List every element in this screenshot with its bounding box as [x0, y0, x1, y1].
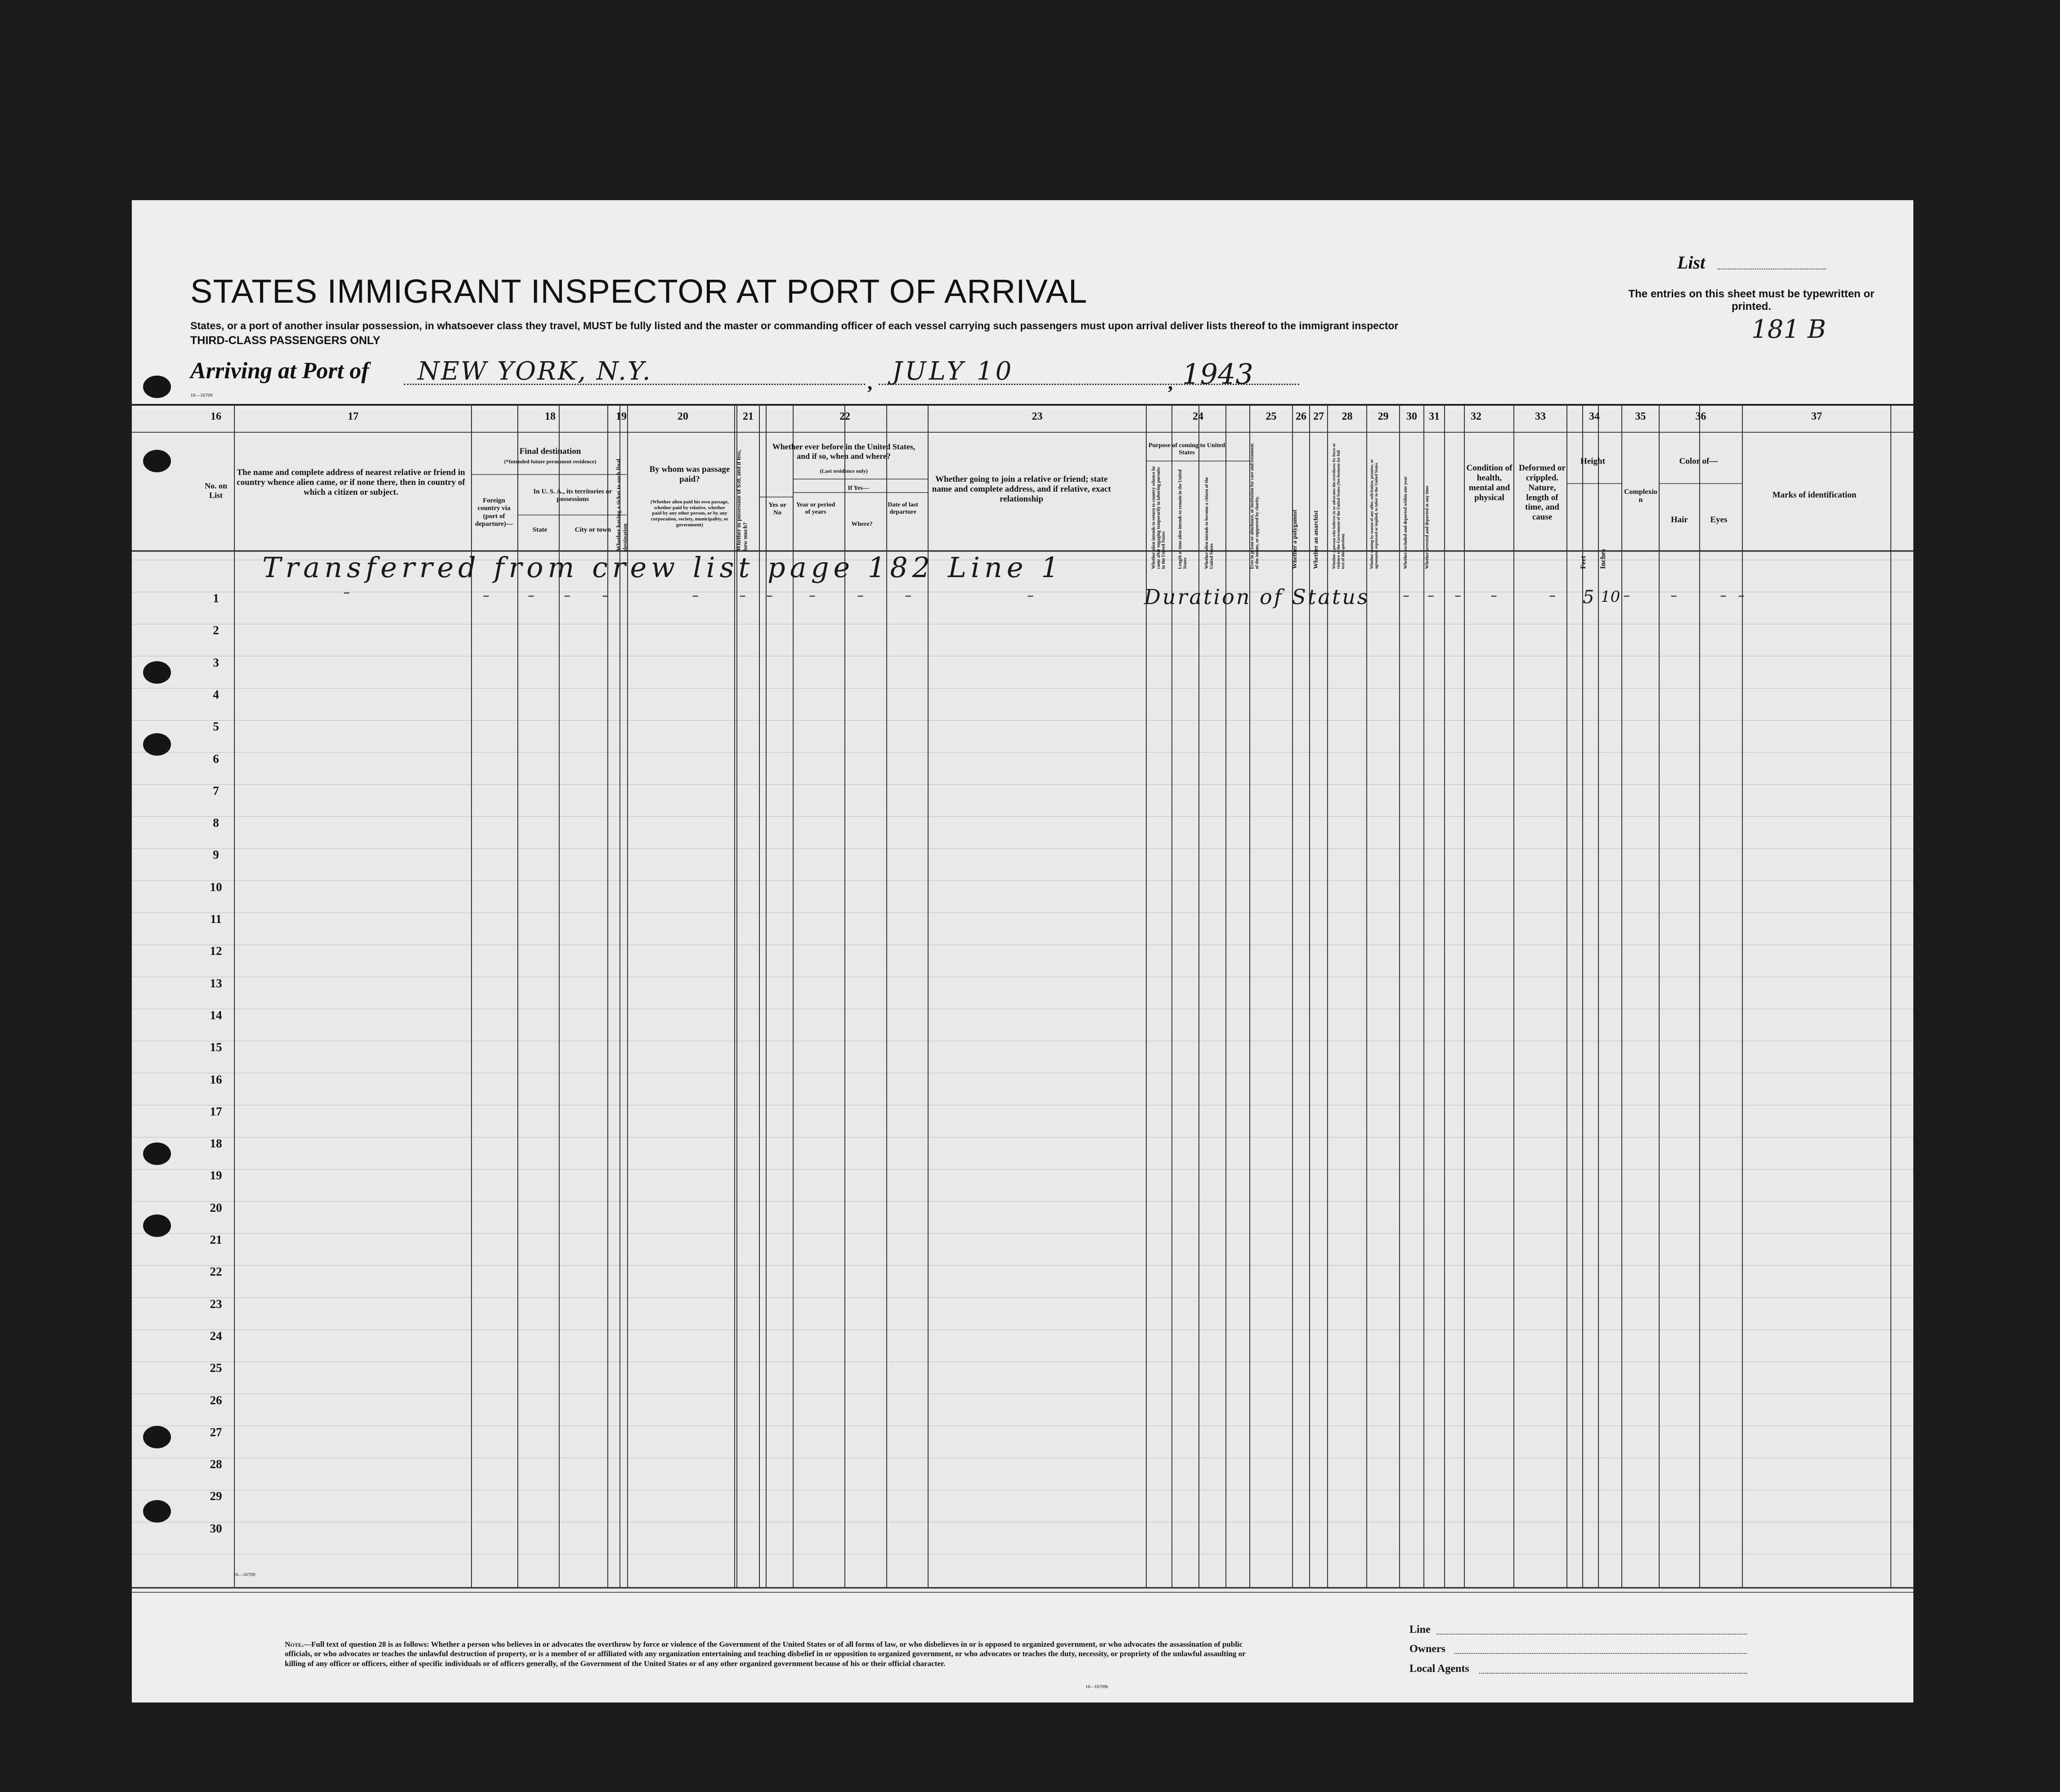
row-number: 19 — [210, 1169, 222, 1183]
row-number: 27 — [210, 1425, 222, 1439]
header-c23: Whether going to join a relative or friend; state name and complete address, and if relative, exact relationship — [932, 475, 1111, 504]
blank-dash: – — [766, 588, 773, 604]
binder-hole — [143, 661, 171, 684]
row-number: 6 — [213, 752, 219, 766]
row-number: 10 — [210, 880, 222, 894]
header-c22-yes-no: Yes or No — [768, 502, 786, 517]
row-number: 18 — [210, 1137, 222, 1151]
date-value: JULY 10 — [892, 357, 1014, 386]
header-c22-year: Year or period of years — [796, 502, 835, 516]
column-number: 30 — [1406, 411, 1417, 422]
blank-dash: – — [1549, 588, 1556, 604]
binder-hole — [143, 733, 171, 756]
row-number: 23 — [210, 1297, 222, 1311]
column-number: 34 — [1589, 411, 1600, 422]
entry-purpose: Duration of Status — [1144, 585, 1370, 609]
manifest-sheet: List The entries on this sheet must be typewritten or printed. 181 B STATES IMMIGRANT INSPECTOR AT PORT OF ARRIVAL States, or a port of another insular possession, in whatsoever class they travel, MUST be fully listed and the master or commanding officer of each vessel carrying such passengers must upon arrival deliver lists thereof to the immigrant inspector THIRD-CLASS PASSENGERS ONLY Arriving at Port of NEW YORK, N.Y. , JULY 10 , 1943 16—16709 16 17 18 19 20 21 22 23 24 25 26 27 28 29 30 31 32 33 34 35 36 37 No. on List The name and complete address of nearest relative or friend in country whence alien came, or if none there, then in country of which a citizen or subject. Final destination (*Intended future permanent residence) Foreign country via (port of departure)— In U. S. A., its territories or possessions State City or town Whether having a ticket to such final destination By whom was passage paid? (Whether alien paid his own passage, whether paid by relative, whether paid by any other person, or by any corporation, society, municipality, or government) Whether in possession of $50, and if less, how much? Whether ever before in the United States, and if so, when and where? (Last residence only) Yes or No If Yes— Year or period of years Where? Date of last departure Whether going to join a relative or friend; state name and complete address, and if relative, exact relationship Purpose of coming to United States Whether alien intends to return to country whence he came after engaging temporarily in laboring pursuits in the United States Length of time alien intends to remain in the United States Whether alien intends to become a citizen of the United States Ever in prison or almshouse, or institution for care and treatment of the insane, or supported by charity. Whether a polygamist Whether an anarchist Whether a person who believes in or advocates the overthrow by force or violence of the Government of the United States (See footnote for full text of this question) Whether coming by reason of any offer, solicitation, promise, or agreement, expressed or implied, to labor in the United States Whether excluded and deported within one year Whether arrested and deported at any time Condition of health, mental and physical Deformed or crippled. Nature, length of time, and cause Height Feet Inches Complexion Color of— Hair Eyes Marks of identification 1 2 3 4 5 6 7 8 9 10 11 12 13 14 15 16 17 18 19 20 21 22 23 24 25 26 27 28 29 30 Transferred from crew list page 182 Line 1 Duration of Status 5 10 – – – – – – – – – – – – – – – – – – – – – 16—16709 Note.—Full text of question 28 is as follows: Whether a person who believes in or advocates the overthrow by force or violence of the Government of the United States or of all forms of law, or who disbelieves in or is opposed to organized government, or who advocates the assassination of public officials, or who advocates or teaches the unlawful destruction of property, or is a member of or affiliated with any organization entertaining and teaching disbelief in or opposition to organized government, or who advocates or teaches the duty, necessity, or propriety of the unlawful assaulting or killing of any officer or officers, either of specific individuals or of officers generally, of the Government of the United States or of any other organized government because of his or their official character. 16—16709b Line Owners Local Agents — [132, 200, 1913, 1702]
column-number: 20 — [678, 411, 688, 422]
header-c22-if-yes: If Yes— — [848, 485, 869, 492]
column-number: 25 — [1266, 411, 1277, 422]
footnote — [285, 1640, 1266, 1668]
blank-dash: – — [343, 585, 350, 600]
blank-dash: – — [1623, 588, 1630, 604]
entry-inches: 10 — [1601, 588, 1620, 606]
list-label: List — [1677, 252, 1705, 273]
row-number: 12 — [210, 944, 222, 958]
header-c22-where: Where? — [851, 521, 873, 528]
column-number: 36 — [1695, 411, 1706, 422]
header-c22-date: Date of last departure — [888, 502, 918, 516]
column-number: 32 — [1471, 411, 1481, 422]
header-c32: Condition of health, mental and physical — [1466, 463, 1512, 502]
row-number: 5 — [213, 720, 219, 734]
row-number: 22 — [210, 1265, 222, 1279]
header-c29: Whether coming by reason of any offer, solicitation, promise, or agreement, expressed or implied, to labor in the United States — [1369, 459, 1378, 569]
header-c24-a: Whether alien intends to return to country whence he came after engaging temporarily in laboring pursuits in the United States — [1151, 466, 1166, 569]
row-number: 1 — [213, 591, 219, 605]
blank-dash: – — [1670, 588, 1677, 604]
blank-dash: – — [1490, 588, 1497, 604]
row-number: 14 — [210, 1008, 222, 1022]
header-c35: Complexion — [1624, 488, 1657, 504]
entry-transferred: Transferred from crew list page 182 Line 1 — [262, 551, 1064, 584]
column-number: 18 — [545, 411, 556, 422]
row-number: 9 — [213, 848, 219, 862]
header-c21: Whether in possession of $50, and if less, how much? — [735, 450, 749, 551]
column-number: 17 — [348, 411, 359, 422]
binder-hole — [143, 1426, 171, 1448]
row-number: 24 — [210, 1329, 222, 1343]
header-c36-eyes: Eyes — [1710, 515, 1728, 524]
agents-label: Local Agents — [1409, 1663, 1469, 1675]
form-code-bottom: 16—16709 — [233, 1572, 256, 1577]
column-number: 29 — [1378, 411, 1389, 422]
blank-dash: – — [602, 588, 609, 604]
row-number: 8 — [213, 816, 219, 830]
header-c36-hair: Hair — [1671, 515, 1688, 524]
owners-line — [1454, 1653, 1747, 1654]
binder-hole — [143, 1142, 171, 1165]
blank-dash: – — [1738, 588, 1745, 604]
sheet-number: 181 B — [1751, 315, 1826, 344]
column-number: 22 — [839, 411, 850, 422]
column-number: 23 — [1032, 411, 1043, 422]
manifest-grid — [132, 200, 1913, 1702]
header-c22-sub: (Last residence only) — [820, 468, 868, 474]
row-number: 29 — [210, 1489, 222, 1503]
header-c18-title: Final destination — [519, 447, 581, 456]
header-c34: Height — [1580, 457, 1605, 466]
header-c24-title: Purpose of coming to United States — [1148, 442, 1225, 457]
header-c37: Marks of identification — [1772, 490, 1857, 500]
form-code-note: 16—16709b — [1086, 1684, 1108, 1689]
row-number: 21 — [210, 1233, 222, 1246]
blank-dash: – — [528, 588, 534, 604]
column-number: 16 — [211, 411, 221, 422]
blank-dash: – — [739, 588, 746, 604]
row-number: 25 — [210, 1361, 222, 1375]
binder-hole — [143, 376, 171, 398]
blank-dash: – — [905, 588, 911, 604]
blank-dash: – — [809, 588, 816, 604]
blank-dash: – — [483, 588, 489, 604]
row-number: 20 — [210, 1201, 222, 1214]
line-line — [1436, 1634, 1747, 1635]
header-c33: Deformed or crippled. Nature, length of time, and cause — [1519, 463, 1566, 522]
header-c22-title: Whether ever before in the United States, and if so, when and where? — [772, 442, 916, 461]
year-value: 1943 — [1182, 358, 1253, 390]
column-number: 26 — [1296, 411, 1306, 422]
header-c28: Whether a person who believes in or advocates the overthrow by force or violence of the Government of the United States (See footnote for full text of this question) — [1332, 443, 1345, 569]
header-c34-inches: Inches — [1599, 549, 1607, 569]
row-number: 30 — [210, 1521, 222, 1535]
row-number: 16 — [210, 1072, 222, 1086]
header-c18-state: State — [532, 526, 548, 533]
header-no-on-list: No. on List — [204, 481, 227, 500]
row-number: 3 — [213, 655, 219, 669]
column-number: 28 — [1342, 411, 1353, 422]
header-c18-city: City or town — [574, 526, 611, 533]
row-number: 7 — [213, 784, 219, 797]
blank-dash: – — [1403, 588, 1409, 604]
blank-dash: – — [692, 588, 699, 604]
header-c19: Whether having a ticket to such final destination — [615, 459, 628, 551]
blank-dash: – — [857, 588, 864, 604]
header-c25: Ever in prison or almshouse, or institution for care and treatment of the insane, or supported by charity. — [1250, 443, 1260, 569]
header-c20-sub: (Whether alien paid his own passage, whether paid by relative, whether paid by any other person, or by any corporation, society, municipality, or government) — [651, 499, 729, 528]
header-c18-sub: (*Intended future permanent residence) — [504, 458, 597, 465]
header-c34-feet: Feet — [1580, 556, 1587, 569]
footnote-label: Note. — [285, 1640, 304, 1649]
page-title: STATES IMMIGRANT INSPECTOR AT PORT OF ARRIVAL — [190, 273, 1088, 310]
blank-dash: – — [1027, 588, 1034, 604]
header-c30: Whether excluded and deported within one year — [1403, 476, 1408, 569]
header-c20-title: By whom was passage paid? — [649, 465, 730, 484]
blank-dash: – — [1454, 588, 1461, 604]
column-number: 35 — [1635, 411, 1646, 422]
header-c24-b: Length of time alien intends to remain in the United States — [1178, 469, 1188, 569]
row-number: 2 — [213, 623, 219, 637]
row-number: 26 — [210, 1393, 222, 1407]
arriving-label: Arriving at Port of — [190, 358, 369, 384]
column-number: 24 — [1193, 411, 1203, 422]
column-number: 31 — [1429, 411, 1440, 422]
form-code-top: 16—16709 — [190, 393, 213, 398]
row-number: 4 — [213, 687, 219, 701]
column-number: 21 — [743, 411, 754, 422]
header-c31: Whether arrested and deported at any time — [1425, 485, 1430, 569]
class-line: THIRD-CLASS PASSENGERS ONLY — [190, 334, 381, 347]
header-c18-usa: In U. S. A., its territories or possessions — [533, 488, 612, 503]
header-c26: Whether a polygamist — [1292, 510, 1298, 569]
binder-hole — [143, 1214, 171, 1237]
port-value: NEW YORK, N.Y. — [417, 357, 652, 386]
owners-label: Owners — [1409, 1643, 1445, 1655]
column-number: 19 — [616, 411, 627, 422]
binder-hole — [143, 1500, 171, 1523]
subtitle: States, or a port of another insular possession, in whatsoever class they travel, MUST be fully listed and the master or commanding officer of each vessel carrying such passengers must upon arrival deliver lists thereof to the immigrant inspector — [190, 320, 1399, 332]
row-number: 13 — [210, 976, 222, 990]
row-number: 28 — [210, 1457, 222, 1471]
column-number: 27 — [1313, 411, 1324, 422]
blank-dash: – — [564, 588, 570, 604]
row-number: 17 — [210, 1104, 222, 1118]
header-c27: Whether an anarchist — [1313, 510, 1319, 569]
header-c24-c: Whether alien intends to become a citizen of the United States — [1204, 477, 1214, 569]
entries-note: The entries on this sheet must be typewritten or printed. — [1628, 288, 1875, 313]
binder-hole — [143, 450, 171, 472]
entry-feet: 5 — [1583, 587, 1594, 608]
header-c17: The name and complete address of nearest relative or friend in country whence alien came, or if none there, then in country of which a citizen or subject. — [237, 468, 465, 497]
column-number: 33 — [1535, 411, 1546, 422]
line-label: Line — [1409, 1624, 1431, 1635]
header-c36: Color of— — [1679, 457, 1718, 466]
agents-line — [1479, 1673, 1747, 1674]
column-number: 37 — [1811, 411, 1822, 422]
footnote-text: —Full text of question 28 is as follows: Whether a person who believes in or advocates the overthrow by force or violence of the Government of the United States or of all forms of law, or who disbelieves in or is opposed to organized government, or who advocates the assassination of public officials, or who advocates or teaches the unlawful destruction of property, or is a member of or affiliated with any organization entertaining and teaching disbelief in or opposition to organized government, or who advocates or teaches the duty, necessity, or propriety of the unlawful assaulting or killing of any officer or officers, either of specific individuals or of officers generally, of the Government of the United States or of any other organized government because of his or their official character. — [285, 1640, 1246, 1668]
blank-dash: – — [1720, 588, 1727, 604]
row-number: 11 — [210, 912, 222, 926]
header-c18-foreign: Foreign country via (port of departure)— — [475, 497, 513, 528]
row-number: 15 — [210, 1040, 222, 1054]
blank-dash: – — [1427, 588, 1434, 604]
